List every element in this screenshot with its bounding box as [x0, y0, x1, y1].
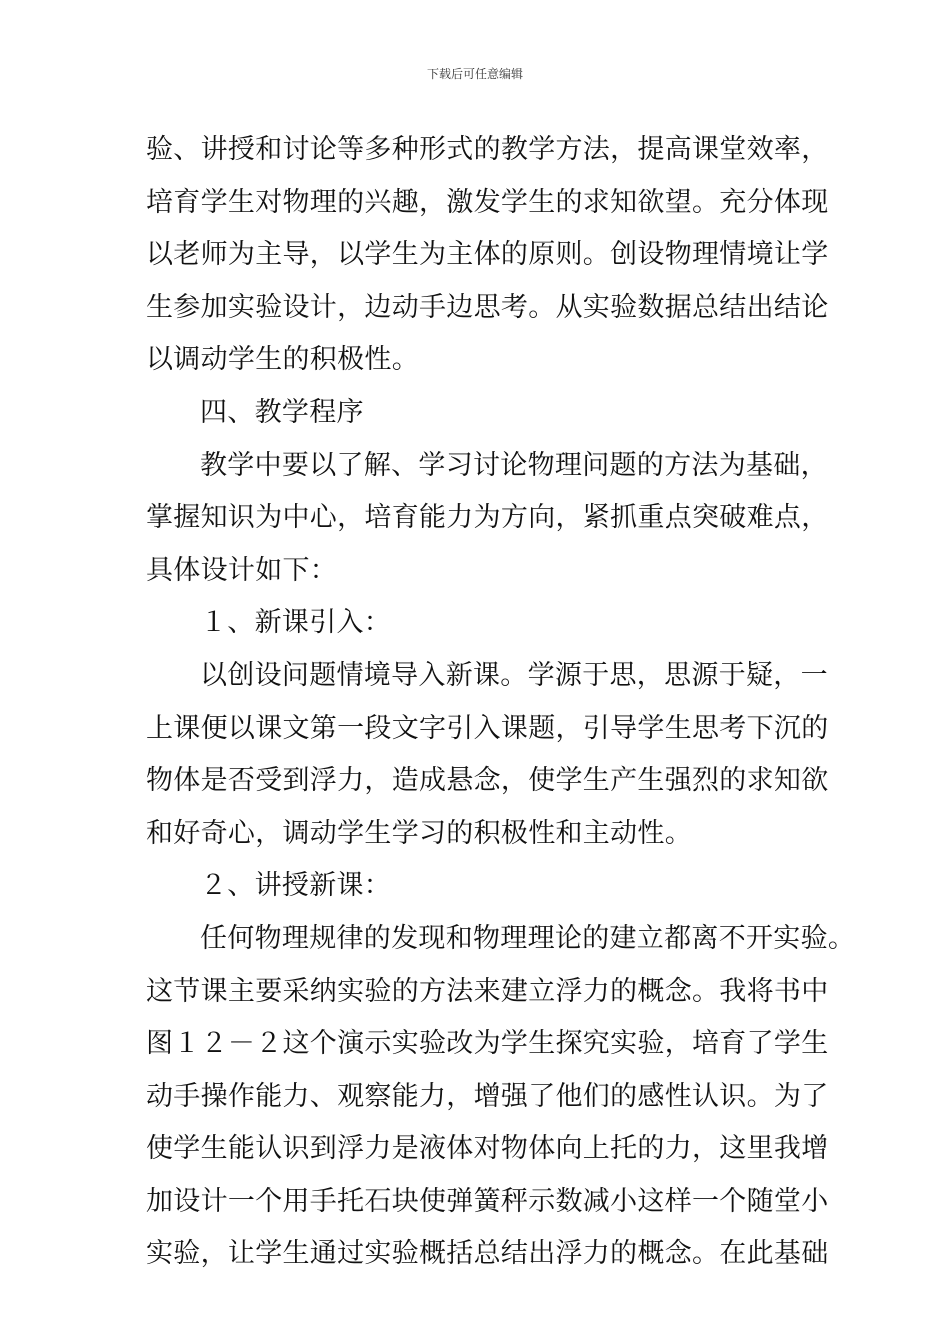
text-line: 上课便以课文第一段文字引入课题，引导学生思考下沉的 — [146, 712, 829, 744]
subheading-teach-new-lesson: ２、讲授新课： — [200, 870, 392, 902]
text-line: 任何物理规律的发现和物理理论的建立都离不开实验。 — [200, 922, 856, 954]
text-line: 掌握知识为中心，培育能力为方向，紧抓重点突破难点， — [146, 502, 829, 534]
text-line: 这节课主要采纳实验的方法来建立浮力的概念。我将书中 — [146, 975, 829, 1007]
text-line: 具体设计如下： — [146, 554, 338, 586]
text-line: 图１２－２这个演示实验改为学生探究实验，培育了学生 — [146, 1028, 829, 1060]
text-line: 动手操作能力、观察能力，增强了他们的感性认识。为了 — [146, 1080, 829, 1112]
text-line: 以创设问题情境导入新课。学源于思，思源于疑，一 — [200, 659, 828, 691]
text-line: 以调动学生的积极性。 — [146, 344, 419, 376]
document-body — [146, 124, 856, 1281]
text-line: 生参加实验设计，边动手边思考。从实验数据总结出结论 — [146, 291, 829, 323]
text-line: 以老师为主导，以学生为主体的原则。创设物理情境让学 — [146, 239, 829, 271]
text-line: 物体是否受到浮力，造成悬念，使学生产生强烈的求知欲 — [146, 765, 829, 797]
text-line: 验、讲授和讨论等多种形式的教学方法，提高课堂效率， — [146, 134, 829, 165]
page-header-note: 下载后可任意编辑 — [426, 67, 523, 81]
text-line: 使学生能认识到浮力是液体对物体向上托的力，这里我增 — [146, 1133, 829, 1165]
text-line: 教学中要以了解、学习讨论物理问题的方法为基础， — [200, 449, 828, 481]
subheading-new-lesson-intro: １、新课引入： — [200, 607, 392, 639]
text-line: 实验，让学生通过实验概括总结出浮力的概念。在此基础 — [146, 1238, 829, 1270]
text-line: 培育学生对物理的兴趣，激发学生的求知欲望。充分体现 — [146, 186, 829, 218]
text-line: 和好奇心，调动学生学习的积极性和主动性。 — [146, 817, 692, 849]
section-heading-teaching-procedure: 四、教学程序 — [200, 396, 364, 428]
text-line: 加设计一个用手托石块使弹簧秤示数减小这样一个随堂小 — [146, 1185, 829, 1217]
